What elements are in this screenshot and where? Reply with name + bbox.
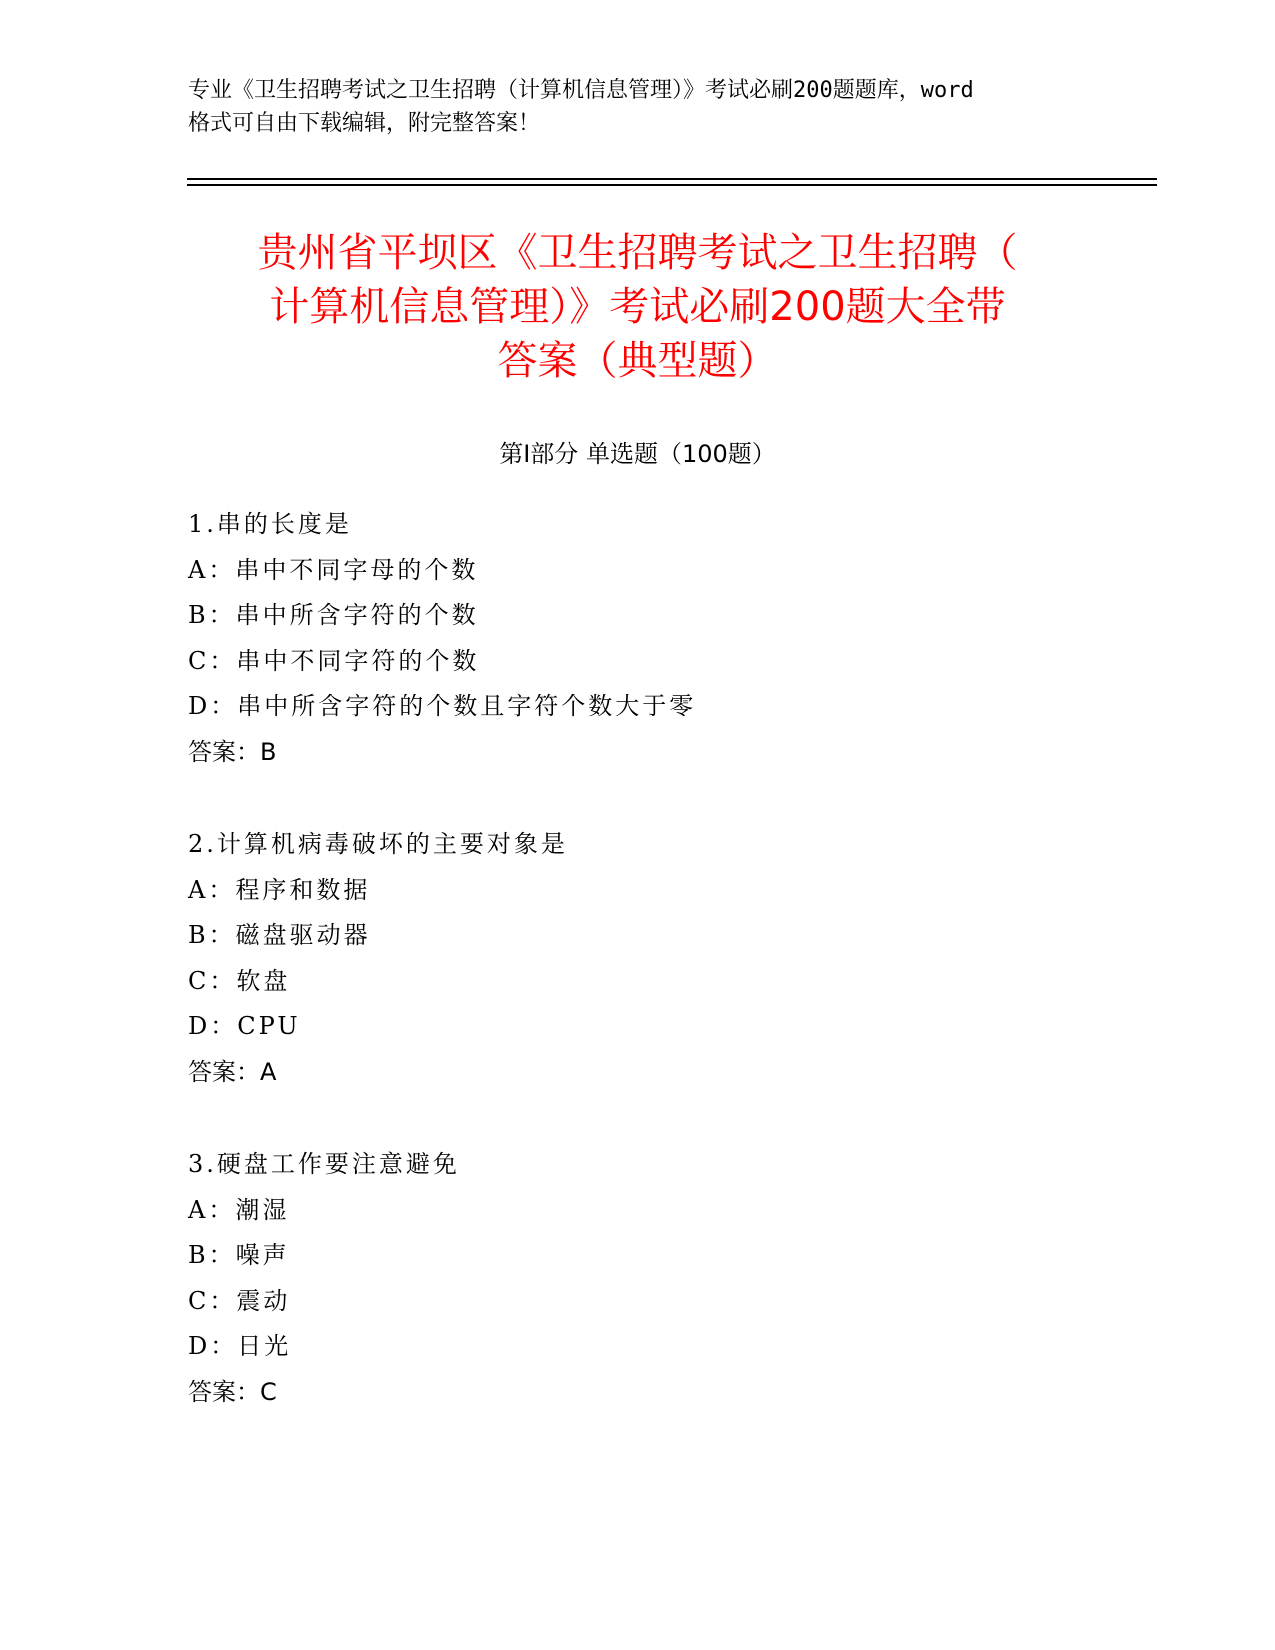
option-b: B：噪声 xyxy=(188,1241,290,1269)
document-title-line-2: 计算机信息管理）》考试必刷200题大全带 xyxy=(269,284,1006,330)
question-stem: 2.计算机病毒破坏的主要对象是 xyxy=(188,830,568,858)
header-note-line-2: 格式可自由下载编辑，附完整答案！ xyxy=(188,111,541,136)
header-note-line-1: 专业《卫生招聘考试之卫生招聘（计算机信息管理）》考试必刷200题题库，word xyxy=(188,78,974,103)
header-divider-top xyxy=(187,178,1157,180)
option-d: D：CPU xyxy=(188,1012,301,1040)
option-a: A：串中不同字母的个数 xyxy=(188,555,479,584)
option-c: C：串中不同字符的个数 xyxy=(188,646,480,675)
header-note xyxy=(188,74,1118,140)
answer-key: 答案：C xyxy=(188,1377,277,1406)
question-1 xyxy=(188,502,1088,775)
option-c: C：软盘 xyxy=(188,966,291,995)
option-b: B：磁盘驱动器 xyxy=(188,921,371,949)
document-title xyxy=(190,226,1085,388)
option-b: B：串中所含字符的个数 xyxy=(188,601,479,629)
answer-key: 答案：A xyxy=(188,1057,277,1086)
question-stem: 1.串的长度是 xyxy=(188,510,352,538)
question-2 xyxy=(188,822,1088,1095)
section-title: 第Ⅰ部分 单选题（100题） xyxy=(499,440,776,468)
document-title-line-3: 答案（典型题） xyxy=(497,338,778,384)
question-stem: 3.硬盘工作要注意避免 xyxy=(188,1150,460,1178)
option-d: D：日光 xyxy=(188,1332,292,1360)
option-c: C：震动 xyxy=(188,1286,291,1315)
option-a: A：潮湿 xyxy=(188,1195,290,1224)
document-title-line-1: 贵州省平坝区《卫生招聘考试之卫生招聘（ xyxy=(257,230,1018,276)
question-3 xyxy=(188,1142,1088,1415)
option-a: A：程序和数据 xyxy=(188,875,371,904)
answer-key: 答案：B xyxy=(188,737,277,766)
option-d: D：串中所含字符的个数且字符个数大于零 xyxy=(188,692,697,720)
header-divider-bottom xyxy=(187,184,1157,186)
